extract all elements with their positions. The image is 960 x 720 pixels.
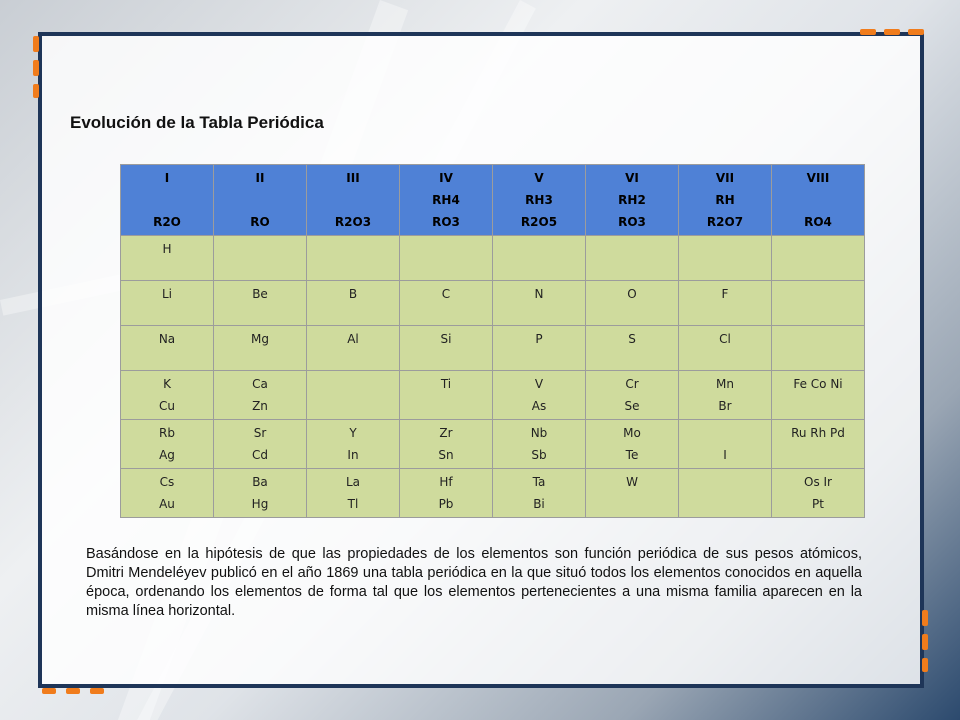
element-cell bbox=[400, 236, 493, 281]
element-cell bbox=[586, 281, 679, 326]
group-header-line: VI bbox=[625, 171, 639, 185]
corner-dash bbox=[33, 60, 39, 76]
element-symbol bbox=[309, 238, 397, 260]
group-header-line: R2O7 bbox=[706, 215, 744, 229]
table-row bbox=[121, 469, 865, 518]
element-cell bbox=[493, 469, 586, 518]
element-symbol: Na bbox=[158, 332, 176, 346]
group-header-line: RH3 bbox=[525, 193, 553, 207]
element-symbol: Y bbox=[349, 426, 357, 440]
group-header-line: RO4 bbox=[804, 215, 832, 229]
table-row bbox=[121, 326, 865, 371]
group-header-line: IV bbox=[439, 171, 453, 185]
corner-dash bbox=[922, 610, 928, 626]
element-symbol: P bbox=[535, 332, 543, 346]
element-symbol: Mo bbox=[623, 426, 641, 440]
element-symbol: B bbox=[348, 287, 358, 301]
element-cell bbox=[121, 281, 214, 326]
corner-dash bbox=[66, 688, 80, 694]
slide-title: Evolución de la Tabla Periódica bbox=[70, 113, 324, 132]
element-cell bbox=[493, 326, 586, 371]
element-cell bbox=[493, 236, 586, 281]
element-cell bbox=[679, 469, 772, 518]
group-header-cell bbox=[121, 165, 214, 236]
element-cell bbox=[307, 236, 400, 281]
group-header-line bbox=[123, 189, 211, 211]
element-symbol: Fe Co Ni bbox=[793, 377, 843, 391]
element-symbol: Sr bbox=[253, 426, 267, 440]
group-header-cell bbox=[307, 165, 400, 236]
element-cell bbox=[307, 371, 400, 420]
element-symbol: Te bbox=[625, 448, 639, 462]
element-cell bbox=[400, 420, 493, 469]
corner-dash bbox=[860, 29, 876, 35]
group-header-line: RO bbox=[250, 215, 270, 229]
element-symbol: Cd bbox=[252, 448, 268, 462]
element-symbol: O bbox=[627, 287, 637, 301]
element-symbol: Br bbox=[718, 399, 732, 413]
element-symbol: V bbox=[534, 377, 544, 391]
group-header-line bbox=[216, 189, 304, 211]
element-symbol bbox=[309, 373, 397, 395]
element-cell bbox=[121, 469, 214, 518]
element-symbol: Ba bbox=[252, 475, 268, 489]
element-symbol: In bbox=[347, 448, 359, 462]
group-header-line: I bbox=[164, 171, 170, 185]
table-row bbox=[121, 281, 865, 326]
element-symbol bbox=[774, 283, 862, 305]
element-symbol: Be bbox=[252, 287, 268, 301]
group-header-line: II bbox=[255, 171, 265, 185]
element-cell bbox=[679, 420, 772, 469]
element-symbol: Cs bbox=[159, 475, 175, 489]
element-symbol: As bbox=[531, 399, 547, 413]
element-symbol: La bbox=[345, 475, 361, 489]
element-symbol: S bbox=[628, 332, 636, 346]
element-symbol bbox=[774, 444, 862, 466]
element-symbol: Pt bbox=[812, 497, 824, 511]
periodic-table bbox=[120, 164, 865, 518]
element-cell bbox=[400, 371, 493, 420]
element-symbol: Ag bbox=[159, 448, 175, 462]
element-cell bbox=[400, 326, 493, 371]
group-header-cell bbox=[679, 165, 772, 236]
element-symbol: Pb bbox=[438, 497, 454, 511]
corner-dash bbox=[42, 688, 56, 694]
element-symbol bbox=[774, 238, 862, 260]
element-cell bbox=[679, 236, 772, 281]
element-symbol: Li bbox=[161, 287, 173, 301]
element-cell bbox=[493, 420, 586, 469]
group-header-line: R2O3 bbox=[334, 215, 372, 229]
group-header-line: III bbox=[346, 171, 360, 185]
element-symbol: Ru Rh Pd bbox=[791, 426, 845, 440]
element-cell bbox=[679, 371, 772, 420]
group-header-line: RO3 bbox=[432, 215, 460, 229]
element-symbol bbox=[495, 238, 583, 260]
element-symbol: W bbox=[626, 475, 638, 489]
element-symbol: Cr bbox=[625, 377, 639, 391]
element-symbol: Zn bbox=[252, 399, 268, 413]
description-paragraph: Basándose en la hipótesis de que las propiedades de los elementos son función periódica de sus pesos atómicos, Dmitri Mendeléyev publicó en el año 1869 una tabla periódica en la que situó todos los elementos conocidos en aquella época, ordenando los elementos de forma tal que los elementos pertenecientes a una misma familia aparecen en la misma línea horizontal. bbox=[86, 546, 862, 619]
element-cell bbox=[586, 420, 679, 469]
element-symbol: Si bbox=[440, 332, 452, 346]
element-symbol: Ti bbox=[440, 377, 452, 391]
element-symbol bbox=[216, 238, 304, 260]
group-header-cell bbox=[493, 165, 586, 236]
element-cell bbox=[307, 420, 400, 469]
table-row bbox=[121, 236, 865, 281]
element-symbol: F bbox=[721, 287, 729, 301]
group-header-line: RO3 bbox=[618, 215, 646, 229]
group-header-line: RH4 bbox=[432, 193, 460, 207]
element-cell bbox=[400, 281, 493, 326]
group-header-line bbox=[774, 189, 862, 211]
group-header-line: V bbox=[534, 171, 544, 185]
corner-dash bbox=[33, 36, 39, 52]
element-cell bbox=[586, 371, 679, 420]
element-symbol bbox=[309, 395, 397, 417]
element-symbol: C bbox=[441, 287, 451, 301]
element-symbol: Bi bbox=[533, 497, 545, 511]
element-cell bbox=[772, 371, 865, 420]
element-symbol bbox=[588, 493, 676, 515]
group-header-line: VII bbox=[715, 171, 735, 185]
table-row bbox=[121, 420, 865, 469]
element-cell bbox=[586, 469, 679, 518]
element-symbol: Nb bbox=[530, 426, 548, 440]
element-cell bbox=[772, 281, 865, 326]
element-symbol: Al bbox=[347, 332, 359, 346]
element-cell bbox=[121, 371, 214, 420]
group-header-line: VIII bbox=[806, 171, 830, 185]
element-cell bbox=[214, 420, 307, 469]
element-symbol bbox=[681, 422, 769, 444]
corner-dash bbox=[90, 688, 104, 694]
element-symbol bbox=[402, 238, 490, 260]
group-header-cell bbox=[586, 165, 679, 236]
element-symbol: Ta bbox=[532, 475, 546, 489]
element-symbol: K bbox=[163, 377, 171, 391]
element-symbol bbox=[681, 238, 769, 260]
element-symbol bbox=[681, 493, 769, 515]
element-symbol: Au bbox=[159, 497, 175, 511]
element-symbol: Mg bbox=[251, 332, 269, 346]
element-symbol: Os Ir bbox=[804, 475, 832, 489]
element-cell bbox=[121, 236, 214, 281]
element-symbol: Cu bbox=[159, 399, 175, 413]
element-cell bbox=[772, 420, 865, 469]
corner-dash bbox=[908, 29, 924, 35]
element-symbol: Sn bbox=[438, 448, 454, 462]
element-cell bbox=[307, 469, 400, 518]
group-header-cell bbox=[214, 165, 307, 236]
group-header-cell bbox=[772, 165, 865, 236]
element-symbol: Ca bbox=[252, 377, 268, 391]
element-cell bbox=[772, 469, 865, 518]
group-header-line: R2O5 bbox=[520, 215, 558, 229]
element-cell bbox=[214, 469, 307, 518]
element-symbol: H bbox=[162, 242, 172, 256]
element-cell bbox=[586, 326, 679, 371]
element-cell bbox=[214, 371, 307, 420]
element-symbol: Hg bbox=[251, 497, 269, 511]
corner-dash bbox=[922, 658, 928, 672]
group-header-line bbox=[309, 189, 397, 211]
element-symbol: Hf bbox=[439, 475, 453, 489]
group-header-cell bbox=[400, 165, 493, 236]
group-header-line: R2O bbox=[153, 215, 181, 229]
element-cell bbox=[214, 281, 307, 326]
group-header-line: RH2 bbox=[618, 193, 646, 207]
element-symbol bbox=[774, 328, 862, 350]
element-symbol: Mn bbox=[716, 377, 734, 391]
element-cell bbox=[121, 326, 214, 371]
element-cell bbox=[400, 469, 493, 518]
element-symbol bbox=[588, 238, 676, 260]
element-cell bbox=[307, 326, 400, 371]
element-symbol: Cl bbox=[719, 332, 731, 346]
element-cell bbox=[772, 326, 865, 371]
element-symbol: Zr bbox=[439, 426, 453, 440]
element-cell bbox=[679, 326, 772, 371]
corner-dash bbox=[922, 634, 928, 650]
element-symbol: I bbox=[723, 448, 727, 462]
element-symbol bbox=[774, 395, 862, 417]
element-cell bbox=[307, 281, 400, 326]
element-symbol bbox=[681, 471, 769, 493]
element-symbol: Se bbox=[624, 399, 640, 413]
element-cell bbox=[214, 326, 307, 371]
table-header-row bbox=[121, 165, 865, 236]
element-symbol: Tl bbox=[347, 497, 359, 511]
element-symbol: Sb bbox=[531, 448, 547, 462]
element-cell bbox=[493, 371, 586, 420]
element-cell bbox=[121, 420, 214, 469]
element-cell bbox=[586, 236, 679, 281]
table-row bbox=[121, 371, 865, 420]
element-symbol: N bbox=[534, 287, 544, 301]
element-cell bbox=[214, 236, 307, 281]
corner-dash bbox=[33, 84, 39, 98]
group-header-line: RH bbox=[715, 193, 735, 207]
element-cell bbox=[679, 281, 772, 326]
corner-dash bbox=[884, 29, 900, 35]
element-cell bbox=[772, 236, 865, 281]
element-symbol bbox=[402, 395, 490, 417]
element-cell bbox=[493, 281, 586, 326]
element-symbol: Rb bbox=[159, 426, 175, 440]
